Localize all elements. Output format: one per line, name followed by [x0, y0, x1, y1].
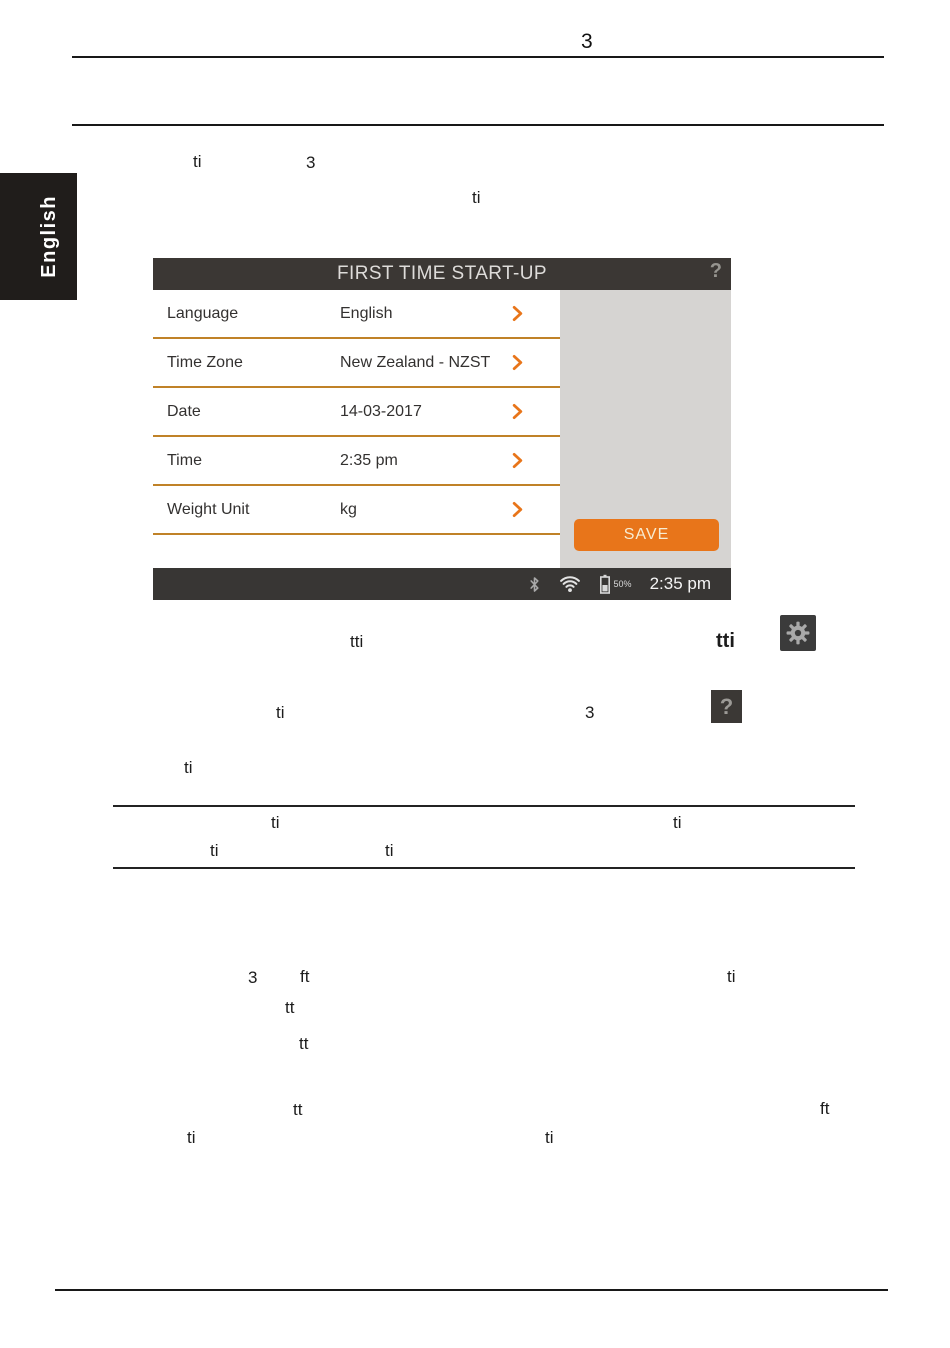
header-rule-top	[72, 56, 884, 58]
text-fragment: ti	[545, 1128, 554, 1147]
chevron-right-icon	[511, 403, 524, 420]
text-fragment: ft	[300, 967, 310, 986]
device-screen-title: FIRST TIME START-UP	[337, 263, 547, 284]
settings-row[interactable]	[153, 486, 560, 535]
note-box-rule-bottom	[113, 867, 855, 869]
setting-value: 2:35 pm	[340, 451, 398, 469]
chevron-right-icon	[511, 501, 524, 518]
battery-percent: 50%	[613, 579, 632, 589]
text-fragment: tt	[285, 998, 295, 1017]
text-fragment: ti	[271, 813, 280, 832]
chevron-right-icon	[511, 452, 524, 469]
text-fragment: ti	[187, 1128, 196, 1147]
device-header	[153, 258, 731, 290]
chevron-right-icon	[511, 354, 524, 371]
help-button[interactable]	[711, 690, 742, 723]
language-edge-tab	[0, 173, 77, 300]
setting-value: English	[340, 304, 393, 322]
text-fragment: 3	[248, 968, 258, 987]
text-fragment: tti	[716, 630, 735, 652]
language-edge-tab-label: English	[38, 195, 60, 278]
settings-row[interactable]	[153, 388, 560, 437]
chevron-right-icon	[511, 305, 524, 322]
battery-icon	[599, 574, 611, 594]
settings-row[interactable]	[153, 437, 560, 486]
settings-gear-button[interactable]	[780, 615, 816, 651]
status-bar	[153, 568, 731, 600]
text-fragment: ti	[385, 841, 394, 860]
header-help-icon[interactable]: ?	[709, 260, 722, 282]
text-fragment: ti	[727, 967, 736, 986]
text-fragment: tt	[293, 1100, 303, 1119]
side-panel	[560, 290, 731, 568]
settings-row[interactable]	[153, 339, 560, 388]
text-fragment: ti	[210, 841, 219, 860]
setting-value: kg	[340, 500, 357, 518]
text-fragment: 3	[306, 153, 316, 172]
setting-label: Date	[167, 402, 201, 420]
gear-icon	[784, 619, 812, 647]
device-screenshot	[153, 258, 731, 600]
settings-row[interactable]	[153, 290, 560, 339]
setting-label: Time	[167, 451, 202, 469]
header-rule-bottom	[72, 124, 884, 126]
bluetooth-icon	[528, 576, 541, 593]
text-fragment: ft	[820, 1099, 830, 1118]
text-fragment: ti	[184, 758, 193, 777]
text-fragment: tt	[299, 1034, 309, 1053]
setting-label: Time Zone	[167, 353, 243, 371]
footer-rule	[55, 1289, 888, 1291]
wifi-icon	[559, 576, 581, 593]
setting-value: 14-03-2017	[340, 402, 422, 420]
text-fragment: 3	[585, 703, 595, 722]
setting-value: New Zealand - NZST	[340, 353, 491, 371]
battery-indicator	[599, 574, 632, 594]
note-box-rule-top	[113, 805, 855, 807]
text-fragment: ti	[673, 813, 682, 832]
settings-list	[153, 290, 560, 568]
text-fragment: ti	[193, 152, 202, 171]
page-number: 3	[581, 30, 593, 53]
setting-label: Language	[167, 304, 239, 322]
setting-label: Weight Unit	[167, 500, 250, 518]
status-bar-time: 2:35 pm	[649, 574, 711, 593]
question-mark-icon: ?	[719, 693, 734, 719]
save-button[interactable]: SAVE	[574, 519, 719, 551]
text-fragment: tti	[350, 632, 364, 651]
text-fragment: ti	[472, 188, 481, 207]
device-body	[153, 290, 731, 568]
text-fragment: ti	[276, 703, 285, 722]
